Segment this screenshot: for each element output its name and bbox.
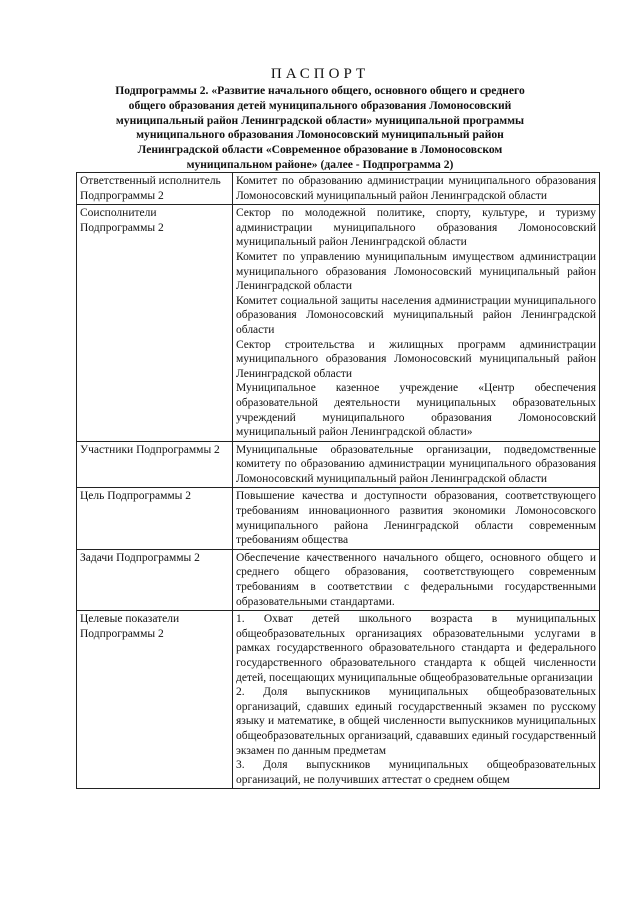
value-paragraph: Обеспечение качественного начального общего, основного общего и среднего общего образования, соответствующего современным требованиям в соответствии с федеральными государственными образовательными стандартами. (236, 551, 596, 608)
value-paragraph: Сектор строительства и жилищных программ администрации муниципального образования Ломоносовский муниципальный район Ленинградской области (236, 338, 596, 380)
table-row (77, 549, 600, 610)
value-paragraph: 2. Доля выпускников муниципальных общеобразовательных организаций, сдавших единый государственный экзамен по русскому языку и математике, в общей численности выпускников муниципальных общеобразовательных организаций, сдававших единый государственный экзамен по данным предметам (236, 686, 596, 757)
value-paragraph: Комитет по образованию администрации муниципального образования Ломоносовский муниципальный район Ленинградской области (236, 175, 596, 202)
row-label-responsible: Ответственный исполнитель Подпрограммы 2 (77, 173, 233, 205)
row-value-co-executors (233, 205, 600, 442)
row-value-responsible (233, 173, 600, 205)
row-label-goal: Цель Подпрограммы 2 (77, 488, 233, 549)
table-row (77, 205, 600, 442)
row-label-indicators: Целевые показатели Подпрограммы 2 (77, 611, 233, 789)
row-label-tasks: Задачи Подпрограммы 2 (77, 549, 233, 610)
value-paragraph: Комитет социальной защиты населения администрации муниципального образования Ломоносовский муниципальный район Ленинградской области (236, 294, 596, 336)
value-paragraph: Сектор по молодежной политике, спорту, культуре, и туризму администрации муниципального образования Ломоносовский муниципальный район Ленинградской области (236, 207, 596, 249)
value-paragraph: Муниципальное казенное учреждение «Центр обеспечения образовательной деятельности муниципальных образовательных учреждений муниципального образования Ломоносовский муниципальный район Ленинградской области» (236, 382, 596, 439)
value-paragraph: 3. Доля выпускников муниципальных общеобразовательных организаций, не получивших аттестат о среднем общем (236, 759, 596, 786)
table-row (77, 611, 600, 789)
row-value-goal (233, 488, 600, 549)
row-value-tasks (233, 549, 600, 610)
row-label-co-executors: Соисполнители Подпрограммы 2 (77, 205, 233, 442)
table-row (77, 173, 600, 205)
value-paragraph: Повышение качества и доступности образования, соответствующего требованиям инновационного развития экономики Ломоносовского муниципального района Ленинградской области современным требованиям общества (236, 490, 596, 547)
row-value-participants (233, 441, 600, 488)
row-value-indicators (233, 611, 600, 789)
value-paragraph: Муниципальные образовательные организации, подведомственные комитету по образованию администрации муниципального образования Ломоносовский муниципальный район Ленинградской области (236, 443, 596, 485)
table-row (77, 488, 600, 549)
value-paragraph: 1. Охват детей школьного возраста в муниципальных общеобразовательных организациях образовательными услугами в рамках государственного образовательного стандарта и федерального государственного образовательного стандарта к общей численности детей, посещающих муниципальные общеобразовательные организации (236, 613, 596, 684)
row-label-participants: Участники Подпрограммы 2 (77, 441, 233, 488)
document-title: ПАСПОРТ (270, 66, 370, 82)
table-row (77, 441, 600, 488)
passport-table (76, 172, 600, 789)
value-paragraph: Комитет по управлению муниципальным имуществом администрации муниципального образования Ломоносовский муниципальный район Ленинградской области (236, 250, 596, 293)
document-subtitle: Подпрограммы 2. «Развитие начального общего, основного общего и среднего общего образования детей муниципального образования Ломоносовский муниципальный район Ленинградской области» муниципальной программы муниципального образования Ломоносовский муниципальный район Ленинградской области «Современное образование в Ломоносовском муниципальном районе» (далее - Подпрограмма 2) (115, 84, 525, 171)
